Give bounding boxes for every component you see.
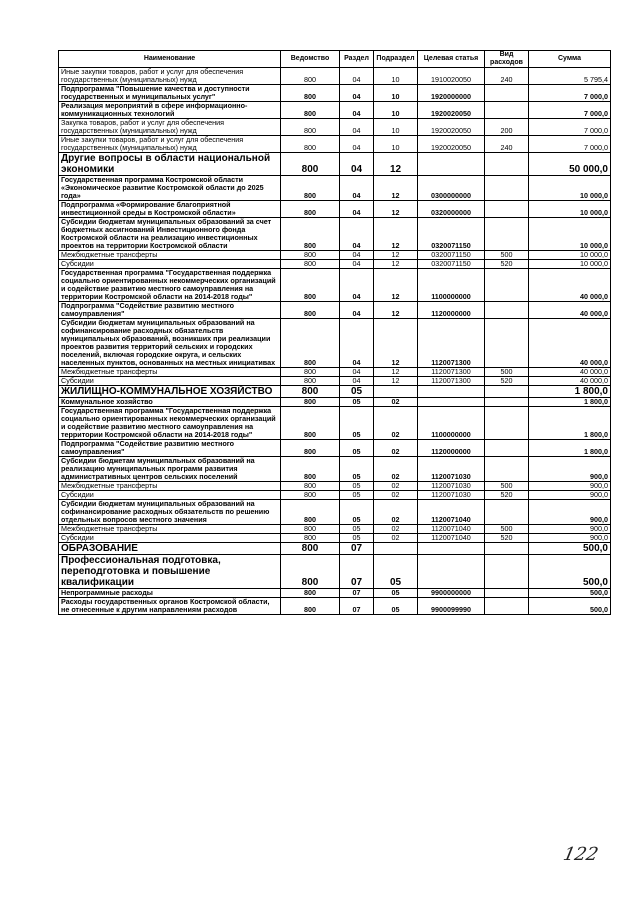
cell-target: 1120071040 (418, 500, 485, 525)
cell-exptype: 500 (485, 251, 529, 260)
cell-target: 1920020050 (418, 102, 485, 119)
cell-exptype (485, 440, 529, 457)
cell-target: 0320071150 (418, 218, 485, 251)
table-row (59, 68, 611, 85)
cell-name: Государственная программа "Государственная поддержка социально ориентированных некоммерческих организаций и содействие развитию местного самоуправления на территории Костромской области на 2014-2018 годы" (59, 407, 281, 440)
table-row (59, 598, 611, 615)
cell-exptype (485, 407, 529, 440)
cell-name: Иные закупки товаров, работ и услуг для обеспечения государственных (муниципальных) нужд (59, 136, 281, 153)
table-row (59, 525, 611, 534)
cell-exptype (485, 102, 529, 119)
cell-amount: 10 000,0 (529, 201, 611, 218)
cell-subsection: 10 (374, 85, 418, 102)
cell-exptype (485, 176, 529, 201)
cell-amount: 900,0 (529, 482, 611, 491)
header-section: Раздел (340, 51, 374, 68)
cell-amount: 900,0 (529, 491, 611, 500)
cell-dept: 800 (281, 260, 340, 269)
cell-subsection: 12 (374, 251, 418, 260)
cell-dept: 800 (281, 457, 340, 482)
cell-section: 04 (340, 218, 374, 251)
table-body (59, 68, 611, 615)
table-header-row (59, 51, 611, 68)
cell-name: Расходы государственных органов Костромской области, не отнесенные к другим направлениям расходов (59, 598, 281, 615)
cell-dept: 800 (281, 302, 340, 319)
table-row (59, 319, 611, 368)
cell-dept: 800 (281, 500, 340, 525)
cell-section: 04 (340, 377, 374, 386)
cell-dept: 800 (281, 85, 340, 102)
cell-target: 1100000000 (418, 407, 485, 440)
cell-exptype (485, 543, 529, 555)
cell-amount: 40 000,0 (529, 377, 611, 386)
cell-target: 1120071030 (418, 482, 485, 491)
cell-amount: 40 000,0 (529, 319, 611, 368)
cell-section: 05 (340, 407, 374, 440)
cell-exptype (485, 598, 529, 615)
cell-amount: 500,0 (529, 589, 611, 598)
cell-name: Подпрограмма «Формирование благоприятной инвестиционной среды в Костромской области» (59, 201, 281, 218)
table-row (59, 398, 611, 407)
cell-amount: 900,0 (529, 525, 611, 534)
cell-dept: 800 (281, 68, 340, 85)
cell-section: 04 (340, 260, 374, 269)
cell-dept: 800 (281, 482, 340, 491)
table-row (59, 119, 611, 136)
handwritten-page-number (563, 838, 623, 868)
cell-subsection (374, 543, 418, 555)
cell-exptype: 520 (485, 491, 529, 500)
cell-dept: 800 (281, 218, 340, 251)
cell-subsection: 02 (374, 440, 418, 457)
table-row (59, 201, 611, 218)
cell-subsection: 12 (374, 176, 418, 201)
cell-target: 1920020050 (418, 119, 485, 136)
cell-amount: 1 800,0 (529, 386, 611, 398)
cell-name: Субсидии (59, 491, 281, 500)
cell-exptype (485, 302, 529, 319)
cell-amount: 500,0 (529, 543, 611, 555)
cell-name: Подпрограмма "Содействие развитию местного самоуправления" (59, 302, 281, 319)
table-row (59, 543, 611, 555)
cell-subsection: 12 (374, 218, 418, 251)
cell-dept: 800 (281, 491, 340, 500)
cell-exptype: 240 (485, 136, 529, 153)
cell-amount: 50 000,0 (529, 153, 611, 176)
cell-name: Межбюджетные трансферты (59, 368, 281, 377)
cell-section: 04 (340, 153, 374, 176)
cell-subsection: 02 (374, 525, 418, 534)
cell-amount: 500,0 (529, 555, 611, 589)
cell-target: 1920020050 (418, 136, 485, 153)
table-row (59, 500, 611, 525)
cell-target: 0320000000 (418, 201, 485, 218)
cell-subsection: 05 (374, 589, 418, 598)
cell-section: 05 (340, 482, 374, 491)
table-row (59, 491, 611, 500)
cell-name: Субсидии бюджетам муниципальных образований на реализацию муниципальных программ развития административных центров сельских поселений (59, 457, 281, 482)
cell-section: 04 (340, 176, 374, 201)
table-row (59, 218, 611, 251)
cell-target: 1910020050 (418, 68, 485, 85)
cell-section: 04 (340, 102, 374, 119)
cell-target: 0300000000 (418, 176, 485, 201)
cell-amount: 900,0 (529, 534, 611, 543)
cell-exptype (485, 319, 529, 368)
page-number-text: 122 (563, 844, 601, 865)
budget-table (58, 50, 611, 615)
table-row (59, 534, 611, 543)
cell-amount: 500,0 (529, 598, 611, 615)
table-row (59, 386, 611, 398)
table-row (59, 482, 611, 491)
cell-amount: 900,0 (529, 457, 611, 482)
cell-subsection: 02 (374, 457, 418, 482)
cell-subsection: 02 (374, 500, 418, 525)
cell-section: 05 (340, 534, 374, 543)
cell-exptype (485, 153, 529, 176)
table-row (59, 260, 611, 269)
cell-exptype (485, 386, 529, 398)
cell-section: 05 (340, 457, 374, 482)
cell-dept: 800 (281, 589, 340, 598)
cell-target: 1120071040 (418, 534, 485, 543)
cell-dept: 800 (281, 136, 340, 153)
cell-name: Межбюджетные трансферты (59, 482, 281, 491)
cell-dept: 800 (281, 543, 340, 555)
cell-target (418, 398, 485, 407)
cell-subsection: 12 (374, 153, 418, 176)
cell-section: 07 (340, 598, 374, 615)
cell-name: Субсидии бюджетам муниципальных образований на софинансирование расходных обязательств муниципальных образований, возникших при реализации проектов развития территорий сельских и городских поселений, включая городские округа, и сельских населенных пунктов, основанных на местных инициативах (59, 319, 281, 368)
cell-dept: 800 (281, 525, 340, 534)
cell-name: Иные закупки товаров, работ и услуг для обеспечения государственных (муниципальных) нужд (59, 68, 281, 85)
cell-subsection: 12 (374, 302, 418, 319)
cell-amount: 10 000,0 (529, 251, 611, 260)
cell-amount: 1 800,0 (529, 407, 611, 440)
table-row (59, 589, 611, 598)
cell-subsection: 02 (374, 398, 418, 407)
cell-section: 04 (340, 201, 374, 218)
cell-section: 04 (340, 119, 374, 136)
cell-name: Другие вопросы в области национальной экономики (59, 153, 281, 176)
page-number-handwriting (563, 838, 623, 868)
cell-exptype (485, 555, 529, 589)
cell-dept: 800 (281, 398, 340, 407)
cell-dept: 800 (281, 377, 340, 386)
cell-subsection: 10 (374, 68, 418, 85)
cell-section: 04 (340, 251, 374, 260)
table-row (59, 368, 611, 377)
cell-name: Коммунальное хозяйство (59, 398, 281, 407)
cell-amount: 1 800,0 (529, 398, 611, 407)
cell-amount: 7 000,0 (529, 102, 611, 119)
cell-name: Субсидии бюджетам муниципальных образований за счет бюджетных ассигнований Инвестиционного фонда Костромской области на реализацию инвестиционных проектов на территории Костромской области (59, 218, 281, 251)
cell-section: 04 (340, 136, 374, 153)
cell-amount: 10 000,0 (529, 260, 611, 269)
cell-exptype: 500 (485, 525, 529, 534)
cell-name: Подпрограмма "Повышение качества и доступности государственных и муниципальных услуг" (59, 85, 281, 102)
cell-subsection: 10 (374, 119, 418, 136)
cell-subsection: 10 (374, 102, 418, 119)
cell-dept: 800 (281, 386, 340, 398)
table-row (59, 457, 611, 482)
cell-name: Непрограммные расходы (59, 589, 281, 598)
cell-name: Субсидии (59, 260, 281, 269)
cell-amount: 1 800,0 (529, 440, 611, 457)
cell-exptype: 520 (485, 260, 529, 269)
cell-subsection: 02 (374, 534, 418, 543)
cell-exptype: 520 (485, 534, 529, 543)
table-row (59, 153, 611, 176)
cell-dept: 800 (281, 319, 340, 368)
cell-target: 1120071300 (418, 377, 485, 386)
cell-name: Реализация мероприятий в сфере информационно-коммуникационных технологий (59, 102, 281, 119)
cell-name: Межбюджетные трансферты (59, 525, 281, 534)
table-row (59, 555, 611, 589)
cell-amount: 900,0 (529, 500, 611, 525)
header-exptype: Вид расходов (485, 51, 529, 68)
cell-subsection: 02 (374, 407, 418, 440)
table-row (59, 269, 611, 302)
cell-section: 04 (340, 368, 374, 377)
cell-dept: 800 (281, 269, 340, 302)
cell-name: Субсидии бюджетам муниципальных образований на софинансирование расходных обязательств по решению отдельных вопросов местного значения (59, 500, 281, 525)
cell-exptype: 500 (485, 482, 529, 491)
cell-dept: 800 (281, 201, 340, 218)
cell-target: 0320071150 (418, 251, 485, 260)
cell-target: 1120000000 (418, 302, 485, 319)
cell-name: Субсидии (59, 534, 281, 543)
cell-amount: 7 000,0 (529, 136, 611, 153)
cell-target (418, 386, 485, 398)
table-row (59, 102, 611, 119)
cell-exptype: 500 (485, 368, 529, 377)
cell-subsection: 12 (374, 260, 418, 269)
cell-dept: 800 (281, 102, 340, 119)
cell-dept: 800 (281, 440, 340, 457)
cell-dept: 800 (281, 407, 340, 440)
cell-amount: 10 000,0 (529, 218, 611, 251)
cell-section: 05 (340, 491, 374, 500)
cell-name: Подпрограмма "Содействие развитию местного самоуправления" (59, 440, 281, 457)
cell-exptype: 240 (485, 68, 529, 85)
cell-dept: 800 (281, 598, 340, 615)
cell-subsection: 02 (374, 491, 418, 500)
table-row (59, 377, 611, 386)
cell-subsection: 12 (374, 368, 418, 377)
cell-target (418, 153, 485, 176)
cell-target: 1120071300 (418, 319, 485, 368)
cell-exptype (485, 500, 529, 525)
cell-target (418, 555, 485, 589)
cell-amount: 7 000,0 (529, 85, 611, 102)
cell-subsection: 12 (374, 319, 418, 368)
cell-name: Закупка товаров, работ и услуг для обеспечения государственных (муниципальных) нужд (59, 119, 281, 136)
header-subsection: Подраздел (374, 51, 418, 68)
cell-target: 1120071030 (418, 457, 485, 482)
cell-name: ЖИЛИЩНО-КОММУНАЛЬНОЕ ХОЗЯЙСТВО (59, 386, 281, 398)
header-amount: Сумма (529, 51, 611, 68)
cell-subsection: 02 (374, 482, 418, 491)
cell-section: 07 (340, 555, 374, 589)
cell-name: Профессиональная подготовка, переподготовка и повышение квалификации (59, 555, 281, 589)
cell-amount: 40 000,0 (529, 368, 611, 377)
cell-name: ОБРАЗОВАНИЕ (59, 543, 281, 555)
cell-amount: 40 000,0 (529, 302, 611, 319)
cell-amount: 5 795,4 (529, 68, 611, 85)
cell-target: 1120071030 (418, 491, 485, 500)
cell-exptype (485, 218, 529, 251)
header-target: Целевая статья (418, 51, 485, 68)
table-row (59, 176, 611, 201)
cell-subsection: 12 (374, 201, 418, 218)
cell-section: 04 (340, 85, 374, 102)
cell-name: Государственная программа "Государственная поддержка социально ориентированных некоммерческих организаций и содействие развитию местного самоуправления на территории Костромской области на 2014-2018 годы" (59, 269, 281, 302)
cell-target: 1120071040 (418, 525, 485, 534)
cell-exptype: 200 (485, 119, 529, 136)
cell-exptype (485, 269, 529, 302)
cell-dept: 800 (281, 251, 340, 260)
cell-amount: 10 000,0 (529, 176, 611, 201)
cell-exptype (485, 457, 529, 482)
cell-exptype (485, 201, 529, 218)
cell-subsection: 05 (374, 555, 418, 589)
cell-name: Межбюджетные трансферты (59, 251, 281, 260)
cell-exptype (485, 85, 529, 102)
cell-target (418, 543, 485, 555)
cell-amount: 40 000,0 (529, 269, 611, 302)
cell-exptype: 520 (485, 377, 529, 386)
cell-section: 05 (340, 525, 374, 534)
cell-section: 07 (340, 589, 374, 598)
table-row (59, 407, 611, 440)
table-row (59, 85, 611, 102)
cell-section: 07 (340, 543, 374, 555)
cell-target: 0320071150 (418, 260, 485, 269)
table-row (59, 440, 611, 457)
cell-amount: 7 000,0 (529, 119, 611, 136)
cell-target: 1100000000 (418, 269, 485, 302)
header-name: Наименование (59, 51, 281, 68)
cell-subsection: 12 (374, 377, 418, 386)
cell-section: 04 (340, 269, 374, 302)
table-row (59, 251, 611, 260)
cell-dept: 800 (281, 119, 340, 136)
cell-name: Субсидии (59, 377, 281, 386)
table-row (59, 302, 611, 319)
cell-target: 9900000000 (418, 589, 485, 598)
cell-dept: 800 (281, 555, 340, 589)
cell-dept: 800 (281, 534, 340, 543)
cell-subsection (374, 386, 418, 398)
cell-dept: 800 (281, 176, 340, 201)
cell-section: 05 (340, 398, 374, 407)
cell-section: 05 (340, 500, 374, 525)
cell-exptype (485, 589, 529, 598)
cell-target: 1120071300 (418, 368, 485, 377)
cell-subsection: 12 (374, 269, 418, 302)
cell-target: 9900099990 (418, 598, 485, 615)
cell-section: 04 (340, 68, 374, 85)
table-row (59, 136, 611, 153)
header-dept: Ведомство (281, 51, 340, 68)
cell-dept: 800 (281, 368, 340, 377)
cell-exptype (485, 398, 529, 407)
cell-target: 1120000000 (418, 440, 485, 457)
cell-section: 04 (340, 319, 374, 368)
cell-dept: 800 (281, 153, 340, 176)
cell-section: 04 (340, 302, 374, 319)
cell-section: 05 (340, 386, 374, 398)
cell-subsection: 05 (374, 598, 418, 615)
cell-target: 1920000000 (418, 85, 485, 102)
cell-subsection: 10 (374, 136, 418, 153)
cell-section: 05 (340, 440, 374, 457)
cell-name: Государственная программа Костромской области «Экономическое развитие Костромской области до 2025 года» (59, 176, 281, 201)
